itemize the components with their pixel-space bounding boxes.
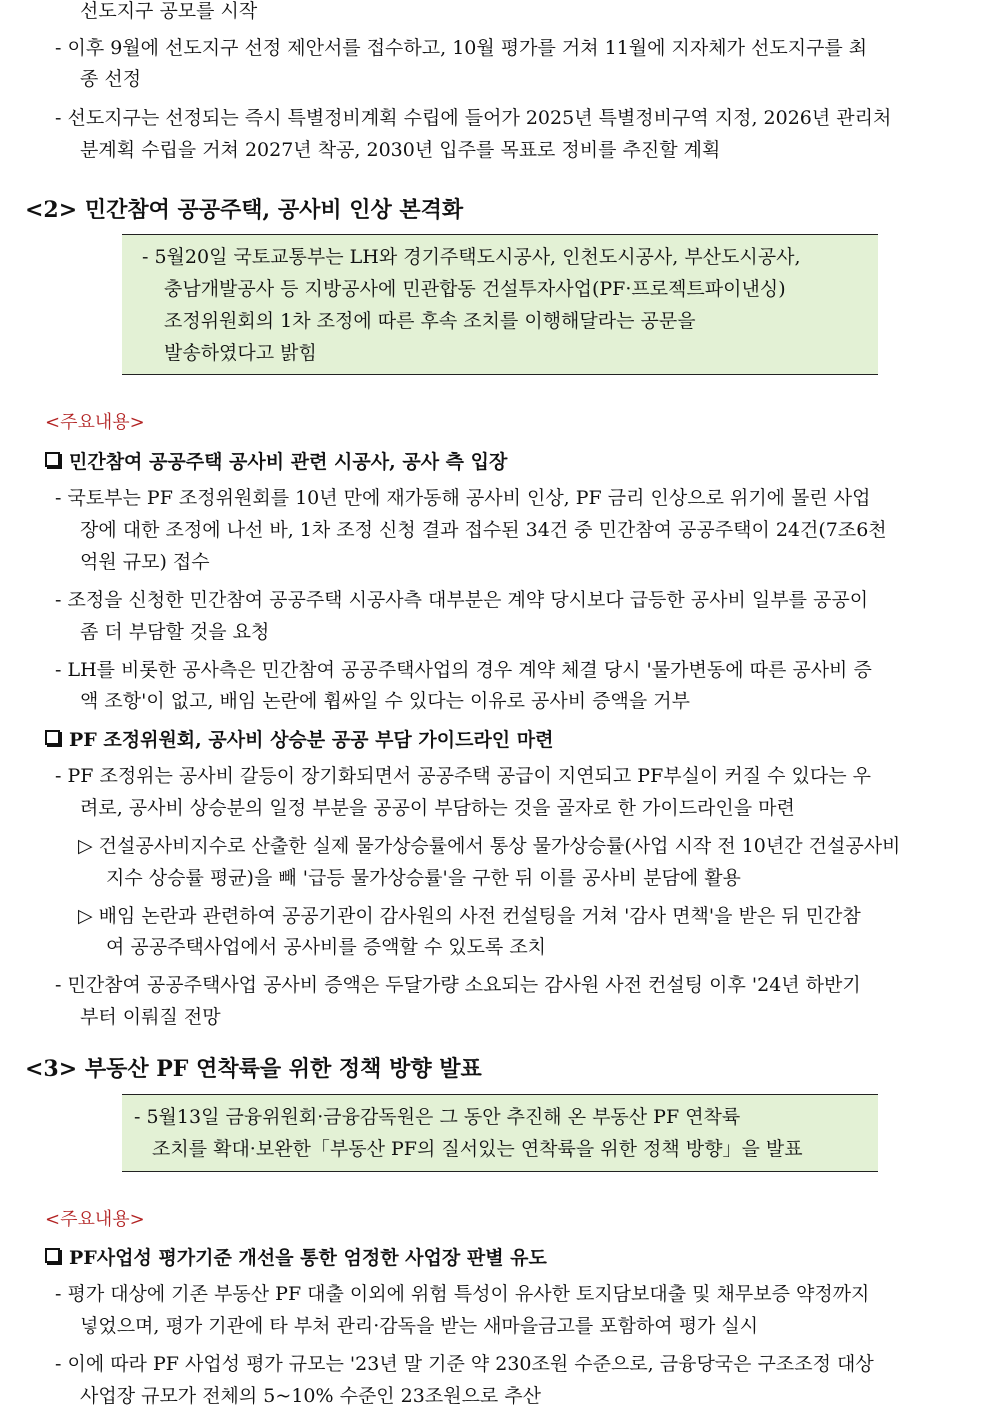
square-bullet-icon: [45, 730, 60, 745]
summary-line: 발송하였다고 밝힘: [164, 342, 317, 364]
top-bullet-line: - 이후 9월에 선도지구 선정 제안서를 접수하고, 10월 평가를 거쳐 11월에 지자체가 선도지구를 최: [55, 37, 868, 59]
section-heading: <3> 부동산 PF 연착륙을 위한 정책 방향 발표: [25, 1056, 482, 1082]
body-line: - LH를 비롯한 공사측은 민간참여 공공주택사업의 경우 계약 체결 당시 '물가변동에 따른 공사비 증: [55, 659, 872, 681]
summary-line: 조정위원회의 1차 조정에 따른 후속 조치를 이행해달라는 공문을: [164, 310, 696, 332]
main-content-label: <주요내용>: [45, 1209, 145, 1230]
body-line: 지수 상승률 평균)을 빼 '급등 물가상승률'을 구한 뒤 이를 공사비 분담에 활용: [106, 867, 741, 889]
body-line: - 이에 따라 PF 사업성 평가 규모는 '23년 말 기준 약 230조원 수준으로, 금융당국은 구조조정 대상: [55, 1353, 874, 1375]
top-bullet-line: - 선도지구는 선정되는 즉시 특별정비계획 수립에 들어가 2025년 특별정비구역 지정, 2026년 관리처: [55, 107, 892, 129]
body-line: 사업장 규모가 전체의 5~10% 수준인 23조원으로 추산: [80, 1385, 542, 1407]
body-line: 넣었으며, 평가 기관에 타 부처 관리·감독을 받는 새마을금고를 포함하여 평가 실시: [80, 1315, 759, 1337]
body-line: - PF 조정위는 공사비 갈등이 장기화되면서 공공주택 공급이 지연되고 PF부실이 커질 수 있다는 우: [55, 765, 871, 787]
body-line: 부터 이뤄질 전망: [80, 1006, 221, 1028]
body-line: ▷ 배임 논란과 관련하여 공공기관이 감사원의 사전 컨설팅을 거쳐 '감사 면책'을 받은 뒤 민간참: [78, 905, 861, 927]
body-line: 려로, 공사비 상승분의 일정 부분을 공공이 부담하는 것을 골자로 한 가이드라인을 마련: [80, 797, 795, 819]
body-line: - 국토부는 PF 조정위원회를 10년 만에 재가동해 공사비 인상, PF 금리 인상으로 위기에 몰린 사업: [55, 487, 871, 509]
top-bullet-line: 종 선정: [80, 68, 142, 90]
body-line: 좀 더 부담할 것을 요청: [80, 621, 270, 643]
summary-box: [122, 234, 878, 375]
subsection-title: PF 조정위원회, 공사비 상승분 공공 부담 가이드라인 마련: [45, 730, 553, 750]
main-content-label: <주요내용>: [45, 412, 145, 433]
square-bullet-icon: [45, 1248, 60, 1263]
body-line: 장에 대한 조정에 나선 바, 1차 조정 신청 결과 접수된 34건 중 민간참여 공공주택이 24건(7조6천: [80, 519, 887, 541]
summary-line: - 5월20일 국토교통부는 LH와 경기주택도시공사, 인천도시공사, 부산도시공사,: [142, 246, 801, 268]
top-bullet-line: 분계획 수립을 거쳐 2027년 착공, 2030년 입주를 목표로 정비를 추진할 계획: [80, 139, 721, 161]
subsection-title: 민간참여 공공주택 공사비 관련 시공사, 공사 측 입장: [45, 452, 507, 472]
summary-box: [122, 1094, 878, 1172]
section-heading: <2> 민간참여 공공주택, 공사비 인상 본격화: [25, 197, 464, 223]
body-line: 액 조항'이 없고, 배임 논란에 휩싸일 수 있다는 이유로 공사비 증액을 거부: [80, 690, 690, 712]
summary-line: 조치를 확대·보완한「부동산 PF의 질서있는 연착륙을 위한 정책 방향」을 발표: [152, 1138, 803, 1160]
square-bullet-icon: [45, 452, 60, 467]
body-line: - 조정을 신청한 민간참여 공공주택 시공사측 대부분은 계약 당시보다 급등한 공사비 일부를 공공이: [55, 589, 869, 611]
summary-line: 충남개발공사 등 지방공사에 민관합동 건설투자사업(PF·프로젝트파이낸싱): [164, 278, 786, 300]
top-bullet-line: 선도지구 공모를 시작: [80, 0, 258, 22]
subsection-title: PF사업성 평가기준 개선을 통한 엄정한 사업장 판별 유도: [45, 1248, 547, 1268]
body-line: - 민간참여 공공주택사업 공사비 증액은 두달가량 소요되는 감사원 사전 컨설팅 이후 '24년 하반기: [55, 974, 861, 996]
body-line: ▷ 건설공사비지수로 산출한 실제 물가상승률에서 통상 물가상승률(사업 시작 전 10년간 건설공사비: [78, 835, 901, 857]
body-line: 억원 규모) 접수: [80, 551, 210, 573]
body-line: 여 공공주택사업에서 공사비를 증액할 수 있도록 조치: [106, 936, 547, 958]
summary-line: - 5월13일 금융위원회·금융감독원은 그 동안 추진해 온 부동산 PF 연착륙: [134, 1106, 741, 1128]
body-line: - 평가 대상에 기존 부동산 PF 대출 이외에 위험 특성이 유사한 토지담보대출 및 채무보증 약정까지: [55, 1283, 870, 1305]
